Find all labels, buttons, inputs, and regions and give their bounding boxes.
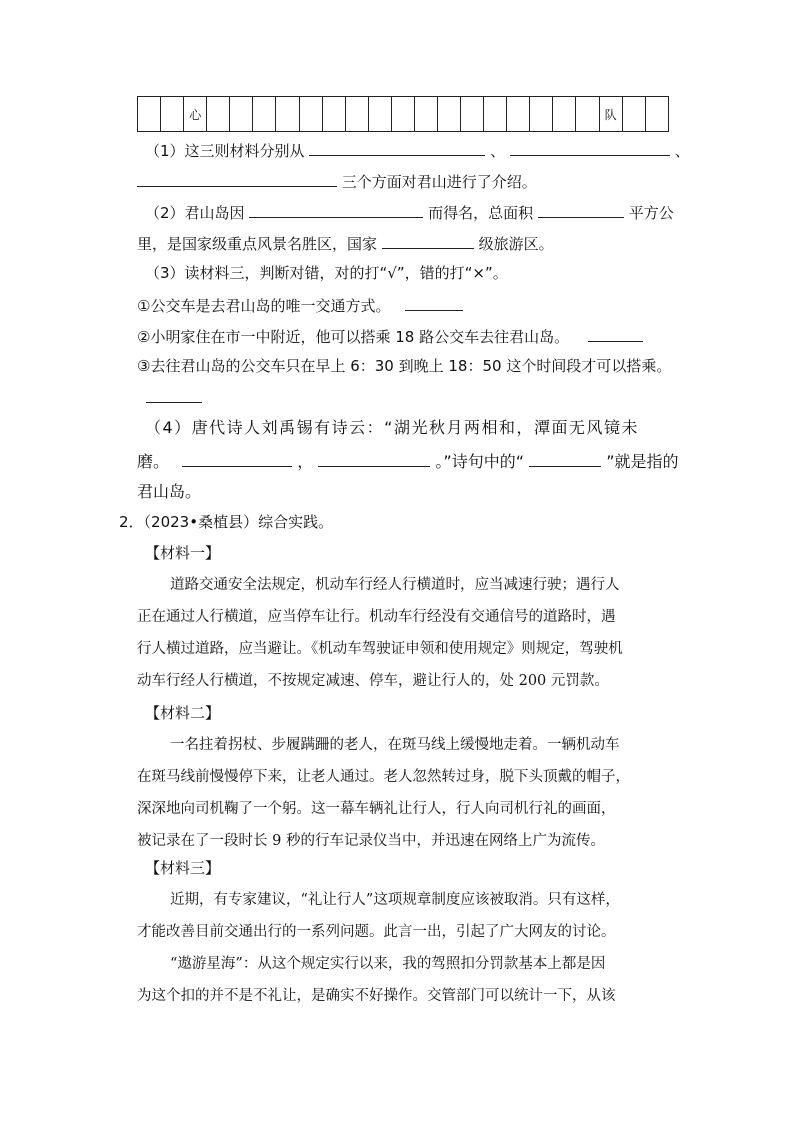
q1-prompt: （1）这三则材料分别从 xyxy=(145,142,305,160)
grid-cell[interactable] xyxy=(161,97,184,132)
q4-blank-1[interactable] xyxy=(182,450,292,467)
material-3-title: 【材料三】 xyxy=(145,859,221,877)
material-2-line: 在斑马线前慢慢停下来，让老人通过。老人忽然转过身，脱下头顶戴的帽子， xyxy=(137,769,630,785)
grid-cell[interactable] xyxy=(368,97,391,132)
q1-line2 xyxy=(137,170,537,192)
q4-line1: （4）唐代诗人刘禹锡有诗云：“湖光秋月两相和，潭面无风镜未 xyxy=(145,418,639,437)
grid-cell[interactable] xyxy=(345,97,368,132)
material-3-line: “遨游星海”：从这个规定实行以来，我的驾照扣分罚款基本上都是因 xyxy=(170,956,606,972)
q3-item-2-text: ②小明家住在市一中附近，他可以搭乘 18 路公交车去往君山岛。 xyxy=(137,328,570,346)
q4-text-c: 。”诗句中的“ xyxy=(435,452,524,471)
grid-cell[interactable] xyxy=(138,97,161,132)
grid-cell[interactable] xyxy=(576,97,599,132)
q1-line1 xyxy=(145,139,690,161)
q3-intro: （3）读材料三，判断对错，对的打“√”，错的打“×”。 xyxy=(145,264,508,282)
grid-cell[interactable] xyxy=(207,97,230,132)
q1-blank-2[interactable] xyxy=(510,139,670,156)
grid-cell[interactable]: 心 xyxy=(184,97,207,132)
grid-cell[interactable] xyxy=(322,97,345,132)
grid-cell[interactable] xyxy=(414,97,437,132)
q2-line2 xyxy=(137,232,554,254)
grid-cell[interactable] xyxy=(622,97,645,132)
q1-blank-3[interactable] xyxy=(137,170,337,187)
q3-blank-3[interactable] xyxy=(146,402,202,403)
grid-cell[interactable] xyxy=(391,97,414,132)
q4-text-a: 磨。 xyxy=(137,452,170,471)
grid-cell[interactable] xyxy=(461,97,484,132)
q2-blank-2[interactable] xyxy=(538,201,624,218)
q1-separator: 、 xyxy=(490,142,506,160)
q4-line2 xyxy=(137,450,678,472)
q4-blank-3[interactable] xyxy=(529,450,601,467)
material-1-line: 正在通过人行横道，应当停车让行。机动车行经没有交通信号的道路时，遇 xyxy=(137,609,616,625)
q4-text-b: ， xyxy=(297,452,314,471)
grid-cell[interactable] xyxy=(230,97,253,132)
grid-cell[interactable] xyxy=(530,97,553,132)
q2-text-area: 而得名，总面积 xyxy=(428,204,534,222)
q3-blank-1[interactable] xyxy=(405,294,463,311)
material-2-line: 深深地向司机鞠了一个躬。这一幕车辆礼让行人，行人向司机行礼的画面， xyxy=(137,801,616,817)
grid-cell[interactable] xyxy=(484,97,507,132)
q2-blank-3[interactable] xyxy=(382,232,474,249)
q1-separator-2: 、 xyxy=(674,142,690,160)
material-1-line: 道路交通安全法规定，机动车行经人行横道时，应当减速行驶；遇行人 xyxy=(170,577,620,593)
q2-text-3: 级旅游区。 xyxy=(478,235,554,253)
q2-text-unit: 平方公 xyxy=(628,204,674,222)
material-3-line: 才能改善目前交通出行的一系列问题。此言一出，引起了广大网友的讨论。 xyxy=(137,924,616,940)
q3-item-1-text: ①公交车是去君山岛的唯一交通方式。 xyxy=(137,297,391,315)
grid-cell[interactable] xyxy=(438,97,461,132)
q4-blank-2[interactable] xyxy=(318,450,430,467)
grid-row xyxy=(138,97,669,132)
q2-text-2: 里，是国家级重点风景名胜区，国家 xyxy=(137,235,378,253)
grid-cell[interactable] xyxy=(276,97,299,132)
material-2-line: 被记录在了一段时长 9 秒的行车记录仪当中，并迅速在网络上广为流传。 xyxy=(137,833,605,849)
q4-text-d: ”就是指的 xyxy=(606,452,679,471)
section2-heading: 2．（2023•桑植县）综合实践。 xyxy=(119,513,334,531)
material-2-title: 【材料二】 xyxy=(145,704,221,722)
q1-blank-1[interactable] xyxy=(309,139,485,156)
material-3-line: 近期，有专家建议，“礼让行人”这项规章制度应该被取消。只有这样， xyxy=(170,892,620,908)
q2-prompt: （2）君山岛因 xyxy=(145,204,245,222)
grid-cell[interactable] xyxy=(507,97,530,132)
material-1-line: 行人横过道路，应当避让。《机动车驾驶证申领和使用规定》则规定，驾驶机 xyxy=(137,641,623,657)
grid-cell[interactable] xyxy=(253,97,276,132)
q4-line3: 君山岛。 xyxy=(137,482,202,501)
grid-cell[interactable]: 队 xyxy=(599,97,622,132)
grid-cell[interactable] xyxy=(553,97,576,132)
q1-ending: 三个方面对君山进行了介绍。 xyxy=(341,173,537,191)
q3-item-3: ③去往君山岛的公交车只在早上 6：30 到晚上 18：50 这个时间段才可以搭乘。 xyxy=(137,357,672,375)
material-1-line: 动车行经人行横道，不按规定减速、停车，避让行人的，处 200 元罚款。 xyxy=(137,673,609,689)
grid-cell[interactable] xyxy=(299,97,322,132)
q3-item-2 xyxy=(137,325,643,347)
q2-blank-1[interactable] xyxy=(249,201,423,218)
material-2-line: 一名拄着拐杖、步履蹒跚的老人，在斑马线上缓慢地走着。一辆机动车 xyxy=(170,737,620,753)
writing-grid xyxy=(137,96,669,132)
material-1-title: 【材料一】 xyxy=(145,544,221,562)
q3-item-1 xyxy=(137,294,463,316)
material-3-line: 为这个扣的并不是不礼让，是确实不好操作。交管部门可以统计一下，从该 xyxy=(137,988,616,1004)
q2-line1 xyxy=(145,201,674,223)
q3-blank-2[interactable] xyxy=(588,325,643,342)
grid-cell[interactable] xyxy=(645,97,668,132)
